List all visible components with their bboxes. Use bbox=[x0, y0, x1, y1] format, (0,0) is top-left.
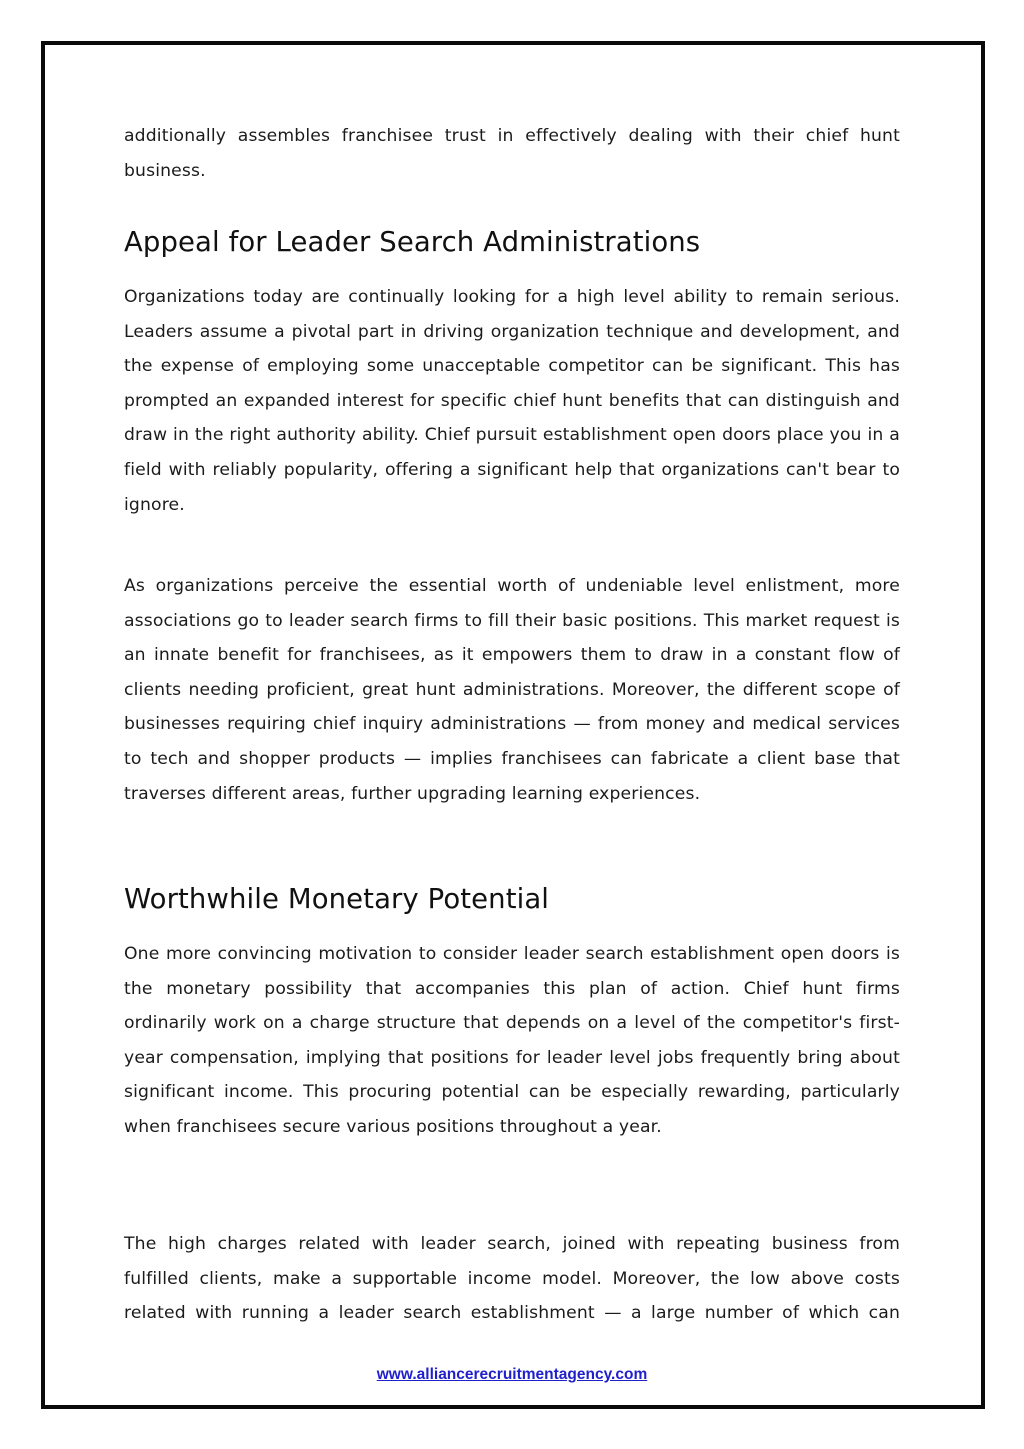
section-heading-appeal: Appeal for Leader Search Administrations bbox=[124, 226, 701, 258]
paragraph-monetary-2: The high charges related with leader search, joined with repeating business from fulfilled clients, make a supportable income model. Moreover, the low above costs related with running a leader search establishment — a large number of which can bbox=[124, 1234, 900, 1324]
paragraph-continuation: additionally assembles franchisee trust in effectively dealing with their chief hunt business. bbox=[124, 126, 900, 181]
section-heading-monetary: Worthwhile Monetary Potential bbox=[124, 883, 550, 915]
paragraph-monetary-1: One more convincing motivation to consider leader search establishment open doors is the monetary possibility that accompanies this plan of action. Chief hunt firms ordinarily work on a charge structure that depends on a level of the competitor's first-year compensation, implying that positions for leader level jobs frequently bring about significant income. This procuring potential can be especially rewarding, particularly when franchisees secure various positions throughout a year. bbox=[124, 944, 900, 1137]
paragraph-appeal-1: Organizations today are continually looking for a high level ability to remain serious. Leaders assume a pivotal part in driving organization technique and development, and the expense of employing some unacceptable competitor can be significant. This has prompted an expanded interest for specific chief hunt benefits that can distinguish and draw in the right authority ability. Chief pursuit establishment open doors place you in a field with reliably popularity, offering a significant help that organizations can't bear to ignore. bbox=[124, 287, 900, 515]
paragraph-appeal-2: As organizations perceive the essential worth of undeniable level enlistment, more associations go to leader search firms to fill their basic positions. This market request is an innate benefit for franchisees, as it empowers them to draw in a constant flow of clients needing proficient, great hunt administrations. Moreover, the different scope of businesses requiring chief inquiry administrations — from money and medical services to tech and shopper products — implies franchisees can fabricate a client base that traverses different areas, further upgrading learning experiences. bbox=[124, 576, 900, 804]
footer-website-link[interactable]: www.alliancerecruitmentagency.com bbox=[376, 1366, 648, 1383]
